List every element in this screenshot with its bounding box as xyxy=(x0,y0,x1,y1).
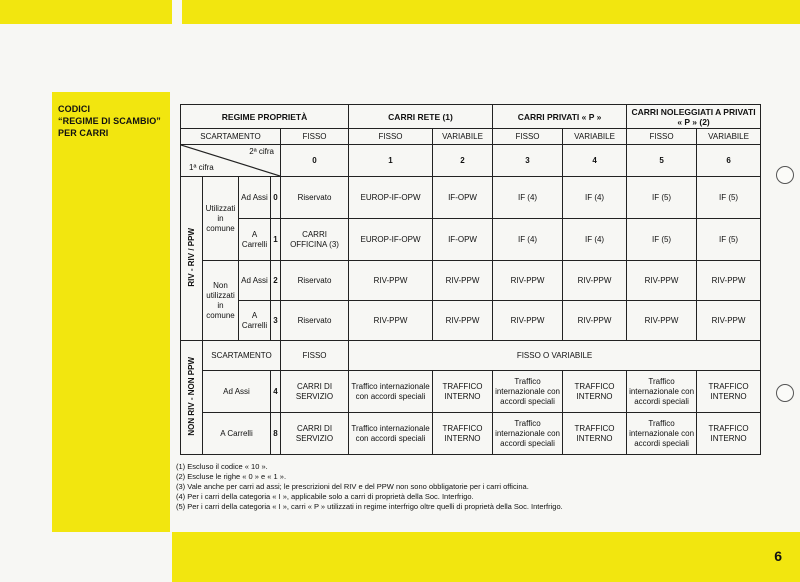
footnote: (1) Escluso il codice « 10 ». xyxy=(176,462,268,471)
row-code: 2 xyxy=(271,261,281,301)
table-cell: TRAFFICO INTERNO xyxy=(697,413,761,455)
table-cell: TRAFFICO INTERNO xyxy=(697,371,761,413)
table-cell: EUROP-IF-OPW xyxy=(349,177,433,219)
table-cell: IF (4) xyxy=(563,177,627,219)
binder-hole-top xyxy=(776,166,794,184)
row-code: 8 xyxy=(271,413,281,455)
digit-header: 4 xyxy=(563,145,627,177)
gauge-fisso: FISSO xyxy=(493,129,563,145)
bottom-left-margin xyxy=(0,532,172,582)
table-cell: TRAFFICO INTERNO xyxy=(563,371,627,413)
non-riv-section-label: NON RIV - NON PPW xyxy=(181,341,203,455)
row-type: A Carrelli xyxy=(239,301,271,341)
side-title-line: PER CARRI xyxy=(58,128,109,138)
header-row-gauge xyxy=(181,129,761,145)
footnote: (5) Per i carri della categoria « I », carri « P » utilizzati in regime interfrigo oltre quelli di proprietà della Soc. Interfrigo. xyxy=(176,502,563,511)
table-cell: RIV-PPW xyxy=(697,301,761,341)
row-code: 0 xyxy=(271,177,281,219)
table-cell: RIV-PPW xyxy=(349,261,433,301)
table-cell: CARRI DI SERVIZIO xyxy=(281,371,349,413)
table-cell: TRAFFICO INTERNO xyxy=(563,413,627,455)
table-row xyxy=(181,371,761,413)
riv-section-label: RIV - RIV / PPW xyxy=(181,177,203,341)
table-cell: RIV-PPW xyxy=(493,261,563,301)
table-cell: RIV-PPW xyxy=(563,261,627,301)
table-row xyxy=(181,177,761,219)
digit-key-cell xyxy=(181,145,281,177)
table-cell: Riservato xyxy=(281,261,349,301)
gauge-fisso: FISSO xyxy=(281,341,349,371)
table-cell: IF (5) xyxy=(697,177,761,219)
non-riv-gauge-row xyxy=(181,341,761,371)
table-cell: RIV-PPW xyxy=(563,301,627,341)
scartamento-label: SCARTAMENTO xyxy=(203,341,281,371)
table-cell: Traffico internazionale con accordi speciali xyxy=(627,413,697,455)
table-cell: IF-OPW xyxy=(433,177,493,219)
row-code: 3 xyxy=(271,301,281,341)
table-cell: IF (4) xyxy=(563,219,627,261)
footnote: (4) Per i carri della categoria « I », applicabile solo a carri di proprietà della Soc. Interfrigo. xyxy=(176,492,474,501)
carri-privati-header: CARRI PRIVATI « P » xyxy=(493,105,627,129)
group-label: Utilizzati in comune xyxy=(203,177,239,261)
side-title xyxy=(58,103,168,139)
table-row xyxy=(181,261,761,301)
table-cell: Riservato xyxy=(281,177,349,219)
yellow-side-column xyxy=(52,92,170,532)
carri-noleggiati-header: CARRI NOLEGGIATI A PRIVATI « P » (2) xyxy=(627,105,761,129)
table-cell: IF-OPW xyxy=(433,219,493,261)
row-type: Ad Assi xyxy=(203,371,271,413)
row-code: 4 xyxy=(271,371,281,413)
table-cell: Traffico internazionale con accordi speciali xyxy=(349,413,433,455)
table-cell: Riservato xyxy=(281,301,349,341)
table-cell: CARRI OFFICINA (3) xyxy=(281,219,349,261)
regime-scambio-table xyxy=(180,104,761,455)
table-row xyxy=(181,413,761,455)
side-title-line: CODICI xyxy=(58,104,91,114)
row-type: A Carrelli xyxy=(239,219,271,261)
carri-rete-header: CARRI RETE (1) xyxy=(349,105,493,129)
footnotes xyxy=(176,462,776,512)
page-number: 6 xyxy=(774,548,782,564)
table-cell: Traffico internazionale con accordi speciali xyxy=(493,371,563,413)
header-row-ownership xyxy=(181,105,761,129)
table-cell: TRAFFICO INTERNO xyxy=(433,413,493,455)
side-title-line: “REGIME DI SCAMBIO” xyxy=(58,116,161,126)
regime-proprieta-header: REGIME PROPRIETÀ xyxy=(181,105,349,129)
gauge-variabile: VARIABILE xyxy=(433,129,493,145)
second-digit-label: 2ª cifra xyxy=(249,147,274,156)
table-cell: IF (5) xyxy=(627,177,697,219)
digit-header: 2 xyxy=(433,145,493,177)
group-label: Non utilizzati in comune xyxy=(203,261,239,341)
gauge-variabile: VARIABILE xyxy=(563,129,627,145)
digit-header: 0 xyxy=(281,145,349,177)
row-type: A Carrelli xyxy=(203,413,271,455)
footnote: (3) Vale anche per carri ad assi; le prescrizioni del RIV e del PPW non sono obbligatorie per i carri officina. xyxy=(176,482,529,491)
gauge-fisso-o-variabile: FISSO O VARIABILE xyxy=(349,341,761,371)
header-row-digits xyxy=(181,145,761,177)
table-cell: RIV-PPW xyxy=(697,261,761,301)
row-type: Ad Assi xyxy=(239,177,271,219)
table-cell: RIV-PPW xyxy=(349,301,433,341)
row-type: Ad Assi xyxy=(239,261,271,301)
footnote: (2) Escluse le righe « 0 » e « 1 ». xyxy=(176,472,287,481)
row-code: 1 xyxy=(271,219,281,261)
table-cell: CARRI DI SERVIZIO xyxy=(281,413,349,455)
gauge-fisso: FISSO xyxy=(627,129,697,145)
table-cell: IF (4) xyxy=(493,177,563,219)
gauge-variabile: VARIABILE xyxy=(697,129,761,145)
table-cell: Traffico internazionale con accordi speciali xyxy=(493,413,563,455)
table-cell: Traffico internazionale con accordi speciali xyxy=(349,371,433,413)
table-cell: RIV-PPW xyxy=(433,301,493,341)
table-cell: IF (5) xyxy=(697,219,761,261)
table-cell: RIV-PPW xyxy=(627,301,697,341)
table-cell: RIV-PPW xyxy=(627,261,697,301)
yellow-band-bottom xyxy=(172,532,800,582)
binder-hole-bottom xyxy=(776,384,794,402)
yellow-band-top-left xyxy=(0,0,172,24)
first-digit-label: 1ª cifra xyxy=(189,163,214,172)
gauge-fisso: FISSO xyxy=(281,129,349,145)
table-cell: TRAFFICO INTERNO xyxy=(433,371,493,413)
digit-header: 1 xyxy=(349,145,433,177)
table-cell: IF (5) xyxy=(627,219,697,261)
gauge-fisso: FISSO xyxy=(349,129,433,145)
yellow-band-top-right xyxy=(182,0,800,24)
table-cell: Traffico internazionale con accordi speciali xyxy=(627,371,697,413)
scartamento-header: SCARTAMENTO xyxy=(181,129,281,145)
digit-header: 3 xyxy=(493,145,563,177)
table-row xyxy=(181,219,761,261)
table-cell: RIV-PPW xyxy=(433,261,493,301)
digit-header: 5 xyxy=(627,145,697,177)
table-cell: IF (4) xyxy=(493,219,563,261)
table-cell: EUROP-IF-OPW xyxy=(349,219,433,261)
digit-header: 6 xyxy=(697,145,761,177)
table-row xyxy=(181,301,761,341)
table-cell: RIV-PPW xyxy=(493,301,563,341)
